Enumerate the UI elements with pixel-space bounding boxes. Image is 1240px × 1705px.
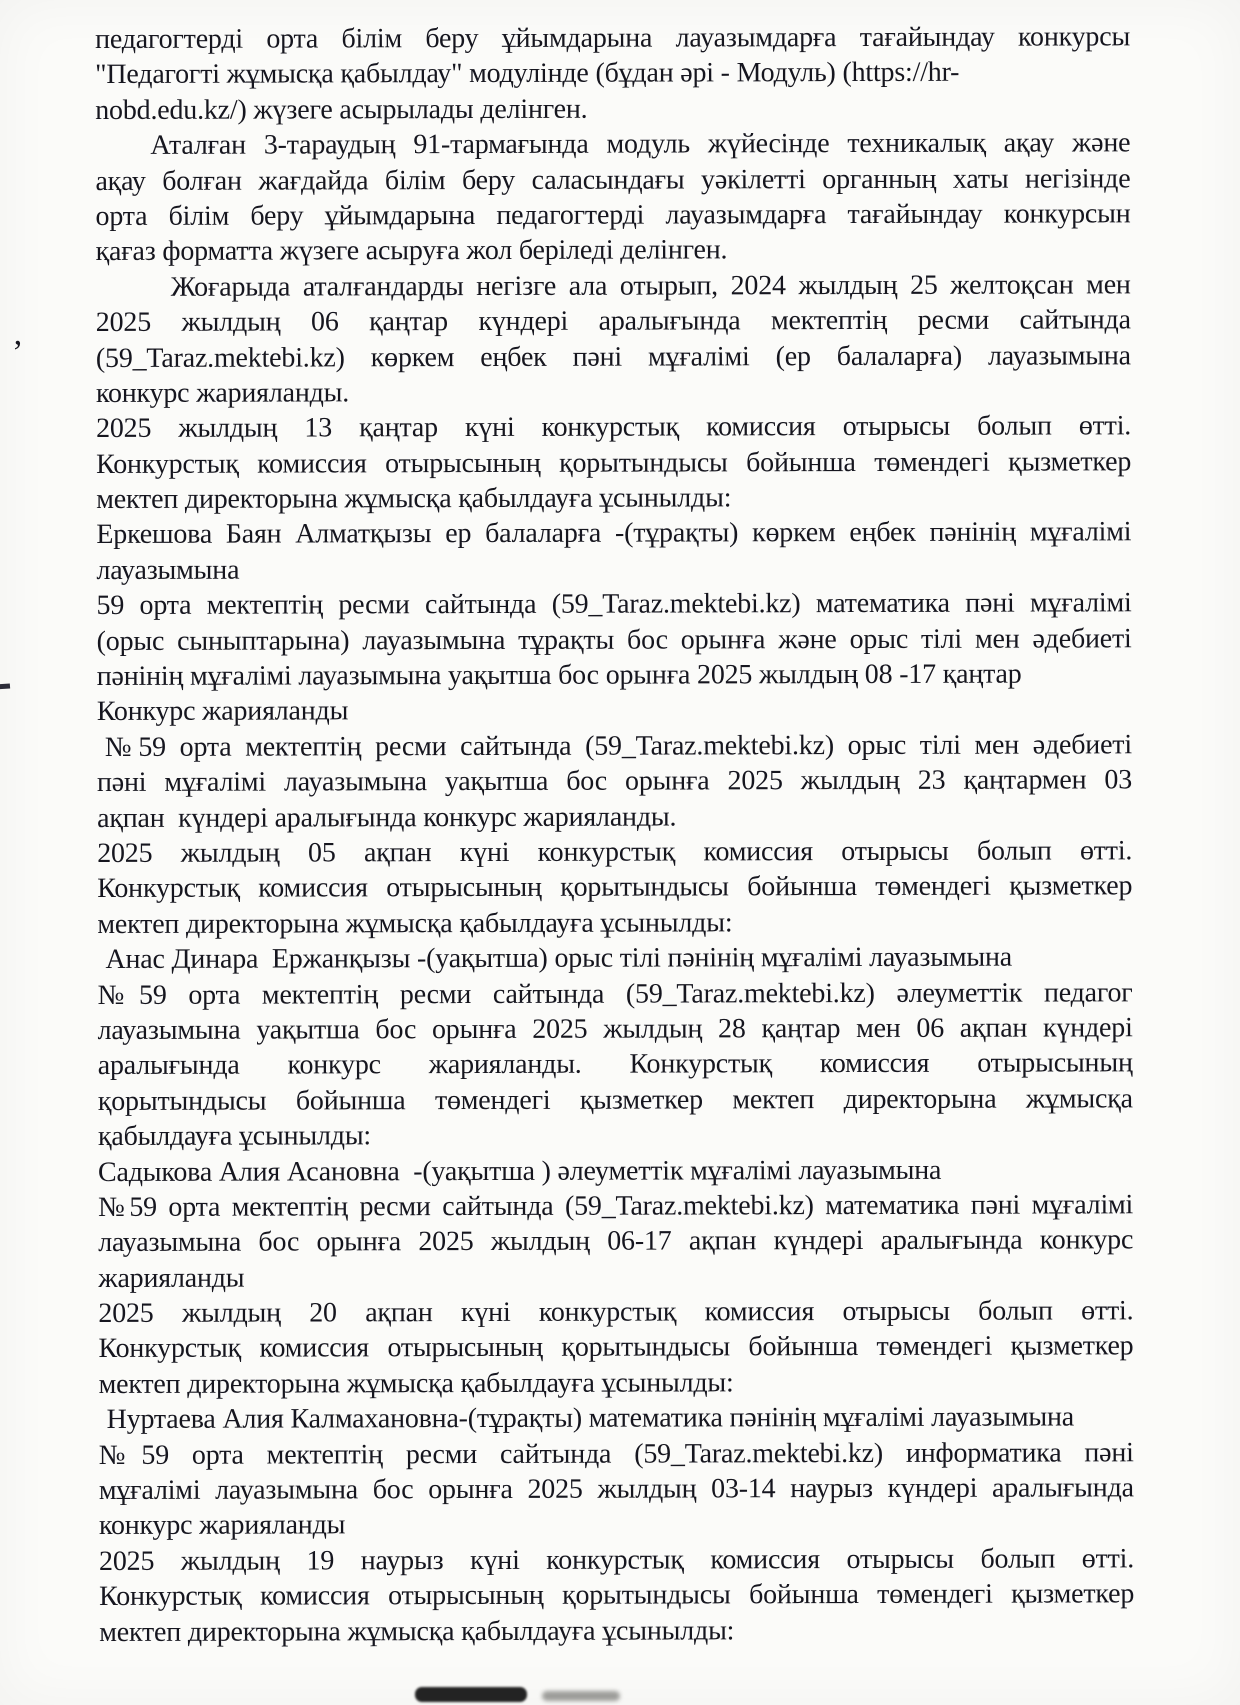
text-line: Конкурс жарияланды	[96, 695, 349, 728]
document-text-block	[95, 19, 1134, 1650]
text-line: Аталған 3-тараудың 91-тармағында модуль жүйесінде техникалық ақау және	[150, 127, 1131, 162]
text-line: Конкурстық комиссия отырысының қорытындысы бойынша төмендегі қызметкер	[99, 1578, 1135, 1613]
text-line: мектеп директорына жұмысқа қабылдауға ұсынылды:	[97, 907, 733, 940]
text-line: пәні мұғалімі лауазымына уақытша бос орынға 2025 жылдың 23 қаңтармен 03	[96, 764, 1133, 799]
text-line: 2025 жылдың 06 қаңтар күндері аралығында мектептің ресми сайтында	[95, 304, 1131, 339]
text-line: лауазымына уақытша бос орынға 2025 жылдың 28 қаңтар мен 06 ақпан күндері	[97, 1012, 1133, 1046]
text-line: ақпан күндері аралығында конкурс жарияланды.	[97, 801, 677, 834]
text-line: Жоғарыда аталғандарды негізге ала отырып, 2024 жылдың 25 желтоқсан мен	[170, 269, 1131, 303]
text-line: Конкурстық комиссия отырысының қорытындысы бойынша төмендегі қызметкер	[96, 445, 1132, 480]
text-line: конкурс жарияланды	[98, 1509, 346, 1542]
text-line: қағаз форматта жүзеге асыруға жол беріледі делінген.	[95, 234, 728, 268]
text-line: Анас Динара Ержанқызы -(уақытша) орыс тілі пәнінің мұғалімі лауазымына	[105, 941, 1013, 976]
stray-dash-mark	[0, 683, 10, 689]
text-line: (орыс сыныптарына) лауазымына тұрақты бос орынға және орыс тілі мен әдебиеті	[96, 622, 1132, 657]
text-line: 2025 жылдың 05 ақпан күні конкурстық комиссия отырысы болып өтті.	[97, 835, 1133, 869]
text-line: мектеп директорына жұмысқа қабылдауға ұсынылды:	[96, 482, 732, 516]
text-line: 2025 жылдың 20 ақпан күні конкурстық комиссия отырысы болып өтті.	[98, 1295, 1134, 1330]
text-line: (59_Taraz.mektebi.kz) көркем еңбек пәні мұғалімі (ер балаларға) лауазымына	[95, 339, 1131, 374]
text-line: Конкурстық комиссия отырысының қорытындысы бойынша төмендегі қызметкер	[98, 1330, 1134, 1365]
text-line: мұғалімі лауазымына бос орынға 2025 жылдың 03-14 наурыз күндері аралығында	[98, 1472, 1134, 1507]
scan-smudge-light	[542, 1691, 620, 1701]
text-line: лауазымына бос орынға 2025 жылдың 06-17 ақпан күндері аралығында конкурс	[98, 1224, 1134, 1259]
text-line: ақау болған жағдайда білім беру саласындағы уәкілетті органның хаты негізінде	[95, 162, 1131, 197]
scan-smudge-dark	[415, 1687, 527, 1702]
text-line: қорытындысы бойынша төмендегі қызметкер мектеп директорына жұмысқа	[97, 1083, 1133, 1117]
text-line: орта білім беру ұйымдарына педагогтерді лауазымдарға тағайындау конкурсын	[95, 198, 1131, 232]
text-line: Садыкова Алия Асановна -(уақытша ) әлеуметтік мұғалімі лауазымына	[97, 1154, 942, 1188]
text-line: №59 орта мектептің ресми сайтында (59_Taraz.mektebi.kz) орыс тілі мен әдебиеті	[104, 729, 1132, 763]
text-line: 59 орта мектептің ресми сайтында (59_Taraz.mektebi.kz) математика пәні мұғалімі	[96, 587, 1132, 622]
text-line: конкурс жарияланды.	[95, 377, 350, 409]
text-line: Нуртаева Алия Калмахановна-(тұрақты) математика пәнінің мұғалімі лауазымына	[106, 1401, 1075, 1436]
text-line: пәнінің мұғалімі лауазымына уақытша бос орынға 2025 жылдың 08 -17 қаңтар	[96, 658, 1022, 693]
text-line: Конкурстық комиссия отырысының қорытындысы бойынша төмендегі қызметкер	[97, 870, 1133, 905]
text-line: №59 орта мектептің ресми сайтында (59_Taraz.mektebi.kz) математика пәні мұғалімі	[98, 1189, 1134, 1223]
text-line: мектеп директорына жұмысқа қабылдауға ұсынылды:	[99, 1614, 735, 1648]
text-line: 2025 жылдың 13 қаңтар күні конкурстық комиссия отырысы болып өтті.	[96, 410, 1132, 445]
text-line: аралығында конкурс жарияланды. Конкурстық комиссия отырысының	[97, 1047, 1133, 1082]
text-line: педагогтерді орта білім беру ұйымдарына лауазымдарға тағайындау конкурсы	[95, 21, 1131, 55]
text-line: "Педагогті жұмысқа қабылдау" модулінде (бұдан әрі - Модуль) (https://hr-	[95, 57, 960, 91]
text-line: мектеп директорына жұмысқа қабылдауға ұсынылды:	[98, 1367, 734, 1400]
text-line: 2025 жылдың 19 наурыз күні конкурстық комиссия отырысы болып өтті.	[98, 1543, 1135, 1577]
text-line: Еркешова Баян Алматқызы ер балаларға -(тұрақты) көркем еңбек пәнінің мұғалімі	[96, 516, 1132, 551]
stray-apostrophe-mark: ’	[12, 334, 24, 371]
text-line: жарияланды	[98, 1262, 245, 1294]
text-line: nobd.edu.kz/) жүзеге асырылады делінген.	[95, 93, 588, 126]
text-line: қабылдауға ұсынылды:	[97, 1120, 372, 1153]
text-line: №59 орта мектептің ресми сайтында (59_Taraz.mektebi.kz) информатика пәні	[98, 1436, 1134, 1471]
text-line: №59 орта мектептің ресми сайтында (59_Taraz.mektebi.kz) әлеуметтік педагог	[97, 976, 1133, 1011]
text-line: лауазымына	[96, 554, 240, 586]
